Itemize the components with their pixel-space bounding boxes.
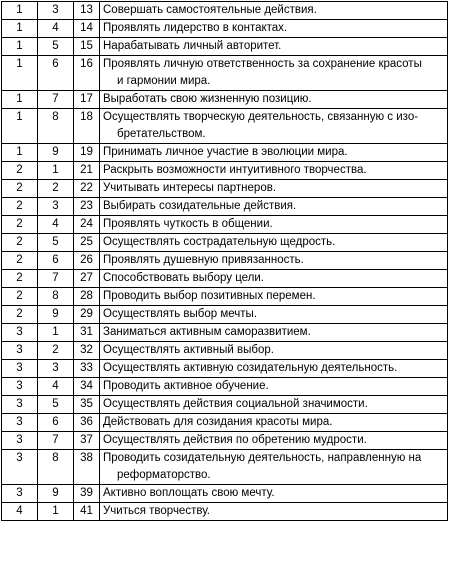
row-number-cell: 24 (74, 216, 100, 234)
row-text: Учитывать интересы партнеров. (103, 182, 277, 194)
table-row (2, 109, 448, 144)
row-col2-cell: 8 (38, 450, 74, 485)
row-col1-cell: 2 (2, 270, 38, 288)
row-text: Выработать свою жизненную позицию. (103, 93, 312, 105)
row-text: Проводить выбор позитивных перемен. (103, 290, 316, 302)
row-number-cell: 22 (74, 180, 100, 198)
row-col1-cell: 2 (2, 180, 38, 198)
row-text: Осуществлять действия по обретению мудрости. (103, 434, 367, 446)
row-col2-cell: 9 (38, 144, 74, 162)
row-text: Заниматься активным саморазвитием. (103, 326, 311, 338)
data-table (1, 1, 448, 521)
row-col1-cell: 1 (2, 56, 38, 91)
row-text: Проявлять чуткость в общении. (103, 218, 273, 230)
row-col2-cell: 7 (38, 91, 74, 109)
row-number-cell: 19 (74, 144, 100, 162)
row-text: Проявлять личную ответственность за сохранение красоты (103, 58, 422, 70)
row-col2-cell: 3 (38, 2, 74, 20)
row-text-cell (100, 306, 448, 324)
row-col2-cell: 7 (38, 432, 74, 450)
row-col2-cell: 2 (38, 342, 74, 360)
row-col1-cell: 3 (2, 450, 38, 485)
table-row (2, 180, 448, 198)
row-col1-cell: 2 (2, 306, 38, 324)
row-text: Осуществлять выбор мечты. (103, 308, 258, 320)
row-col2-cell: 7 (38, 270, 74, 288)
row-text-cell (100, 396, 448, 414)
row-text-continuation: реформаторство. (117, 469, 211, 481)
row-number-cell: 15 (74, 38, 100, 56)
row-text: Осуществлять сострадательную щедрость. (103, 236, 336, 248)
table-row (2, 198, 448, 216)
row-text-continuation: бретательством. (117, 128, 206, 140)
row-text: Осуществлять активную созидательную деятельность. (103, 362, 398, 374)
row-text-cell (100, 2, 448, 20)
row-col1-cell: 3 (2, 414, 38, 432)
row-number-cell: 37 (74, 432, 100, 450)
table-row (2, 252, 448, 270)
row-text-cell (100, 252, 448, 270)
table-row (2, 20, 448, 38)
row-number-cell: 35 (74, 396, 100, 414)
row-col1-cell: 3 (2, 378, 38, 396)
row-col1-cell: 1 (2, 2, 38, 20)
table-row (2, 162, 448, 180)
row-text-cell (100, 20, 448, 38)
row-col1-cell: 3 (2, 342, 38, 360)
row-col2-cell: 5 (38, 396, 74, 414)
row-text-cell (100, 485, 448, 503)
row-text: Учиться творчеству. (103, 505, 210, 517)
row-text: Способствовать выбору цели. (103, 272, 264, 284)
row-text-cell (100, 198, 448, 216)
row-text-cell (100, 450, 448, 485)
row-text-cell (100, 162, 448, 180)
row-col2-cell: 6 (38, 56, 74, 91)
row-col2-cell: 1 (38, 162, 74, 180)
row-col1-cell: 2 (2, 162, 38, 180)
row-number-cell: 21 (74, 162, 100, 180)
table-row (2, 91, 448, 109)
row-text-cell (100, 324, 448, 342)
row-number-cell: 14 (74, 20, 100, 38)
row-col1-cell: 3 (2, 396, 38, 414)
row-number-cell: 38 (74, 450, 100, 485)
row-text: Осуществлять действия социальной значимости. (103, 398, 368, 410)
row-number-cell: 26 (74, 252, 100, 270)
table-row (2, 38, 448, 56)
row-col1-cell: 1 (2, 109, 38, 144)
row-col1-cell: 2 (2, 234, 38, 252)
row-col2-cell: 5 (38, 234, 74, 252)
row-text-cell (100, 180, 448, 198)
row-col2-cell: 9 (38, 306, 74, 324)
row-text: Проводить созидательную деятельность, направленную на (103, 452, 422, 464)
row-number-cell: 23 (74, 198, 100, 216)
row-col2-cell: 2 (38, 180, 74, 198)
row-number-cell: 39 (74, 485, 100, 503)
table-row (2, 234, 448, 252)
table-row (2, 216, 448, 234)
row-text: Принимать личное участие в эволюции мира. (103, 146, 348, 158)
row-col2-cell: 8 (38, 109, 74, 144)
table-row (2, 414, 448, 432)
table-row (2, 450, 448, 485)
row-col2-cell: 4 (38, 216, 74, 234)
row-text-cell (100, 216, 448, 234)
row-number-cell: 25 (74, 234, 100, 252)
row-col1-cell: 1 (2, 20, 38, 38)
table-row (2, 342, 448, 360)
table-row (2, 306, 448, 324)
row-col1-cell: 2 (2, 288, 38, 306)
row-text: Проявлять душевную привязанность. (103, 254, 304, 266)
row-text-cell (100, 432, 448, 450)
row-col2-cell: 6 (38, 414, 74, 432)
row-col1-cell: 2 (2, 216, 38, 234)
row-col1-cell: 2 (2, 198, 38, 216)
row-number-cell: 29 (74, 306, 100, 324)
table-row (2, 144, 448, 162)
row-number-cell: 34 (74, 378, 100, 396)
row-col1-cell: 2 (2, 252, 38, 270)
table-row (2, 360, 448, 378)
row-text: Осуществлять творческую деятельность, связанную с изо- (103, 111, 419, 123)
row-text-cell (100, 288, 448, 306)
table-row (2, 2, 448, 20)
table-row (2, 432, 448, 450)
row-text-cell (100, 270, 448, 288)
table-row (2, 270, 448, 288)
row-text-cell (100, 56, 448, 91)
table-row (2, 485, 448, 503)
row-col1-cell: 3 (2, 485, 38, 503)
row-text: Проводить активное обучение. (103, 380, 269, 392)
row-text: Действовать для созидания красоты мира. (103, 416, 333, 428)
table-body (2, 2, 448, 521)
row-text-cell (100, 378, 448, 396)
table-row (2, 503, 448, 521)
row-text-cell (100, 414, 448, 432)
row-text: Выбирать созидательные действия. (103, 200, 297, 212)
row-text-cell (100, 503, 448, 521)
row-number-cell: 33 (74, 360, 100, 378)
row-number-cell: 36 (74, 414, 100, 432)
table-row (2, 396, 448, 414)
row-number-cell: 32 (74, 342, 100, 360)
row-text: Осуществлять активный выбор. (103, 344, 274, 356)
row-text: Нарабатывать личный авторитет. (103, 40, 282, 52)
row-col1-cell: 1 (2, 144, 38, 162)
row-text: Раскрыть возможности интуитивного творчества. (103, 164, 367, 176)
row-col2-cell: 4 (38, 378, 74, 396)
row-col2-cell: 6 (38, 252, 74, 270)
row-text-cell (100, 144, 448, 162)
row-text-cell (100, 234, 448, 252)
row-text: Проявлять лидерство в контактах. (103, 22, 288, 34)
row-number-cell: 31 (74, 324, 100, 342)
row-col2-cell: 3 (38, 360, 74, 378)
row-col2-cell: 5 (38, 38, 74, 56)
row-text: Активно воплощать свою мечту. (103, 487, 275, 499)
row-text-cell (100, 38, 448, 56)
row-text: Совершать самостоятельные действия. (103, 4, 317, 16)
table-row (2, 56, 448, 91)
row-col2-cell: 4 (38, 20, 74, 38)
row-col1-cell: 1 (2, 38, 38, 56)
row-number-cell: 17 (74, 91, 100, 109)
row-col2-cell: 1 (38, 503, 74, 521)
row-text-cell (100, 342, 448, 360)
row-text-cell (100, 109, 448, 144)
row-text-continuation: и гармонии мира. (117, 75, 211, 87)
row-number-cell: 41 (74, 503, 100, 521)
row-col1-cell: 1 (2, 91, 38, 109)
row-col2-cell: 9 (38, 485, 74, 503)
row-number-cell: 28 (74, 288, 100, 306)
row-number-cell: 13 (74, 2, 100, 20)
row-col2-cell: 1 (38, 324, 74, 342)
row-col2-cell: 8 (38, 288, 74, 306)
row-text-cell (100, 91, 448, 109)
row-number-cell: 27 (74, 270, 100, 288)
row-col1-cell: 4 (2, 503, 38, 521)
row-col1-cell: 3 (2, 360, 38, 378)
table-row (2, 378, 448, 396)
row-col1-cell: 3 (2, 432, 38, 450)
row-number-cell: 18 (74, 109, 100, 144)
row-number-cell: 16 (74, 56, 100, 91)
table-row (2, 288, 448, 306)
row-col1-cell: 3 (2, 324, 38, 342)
row-col2-cell: 3 (38, 198, 74, 216)
row-text-cell (100, 360, 448, 378)
table-row (2, 324, 448, 342)
